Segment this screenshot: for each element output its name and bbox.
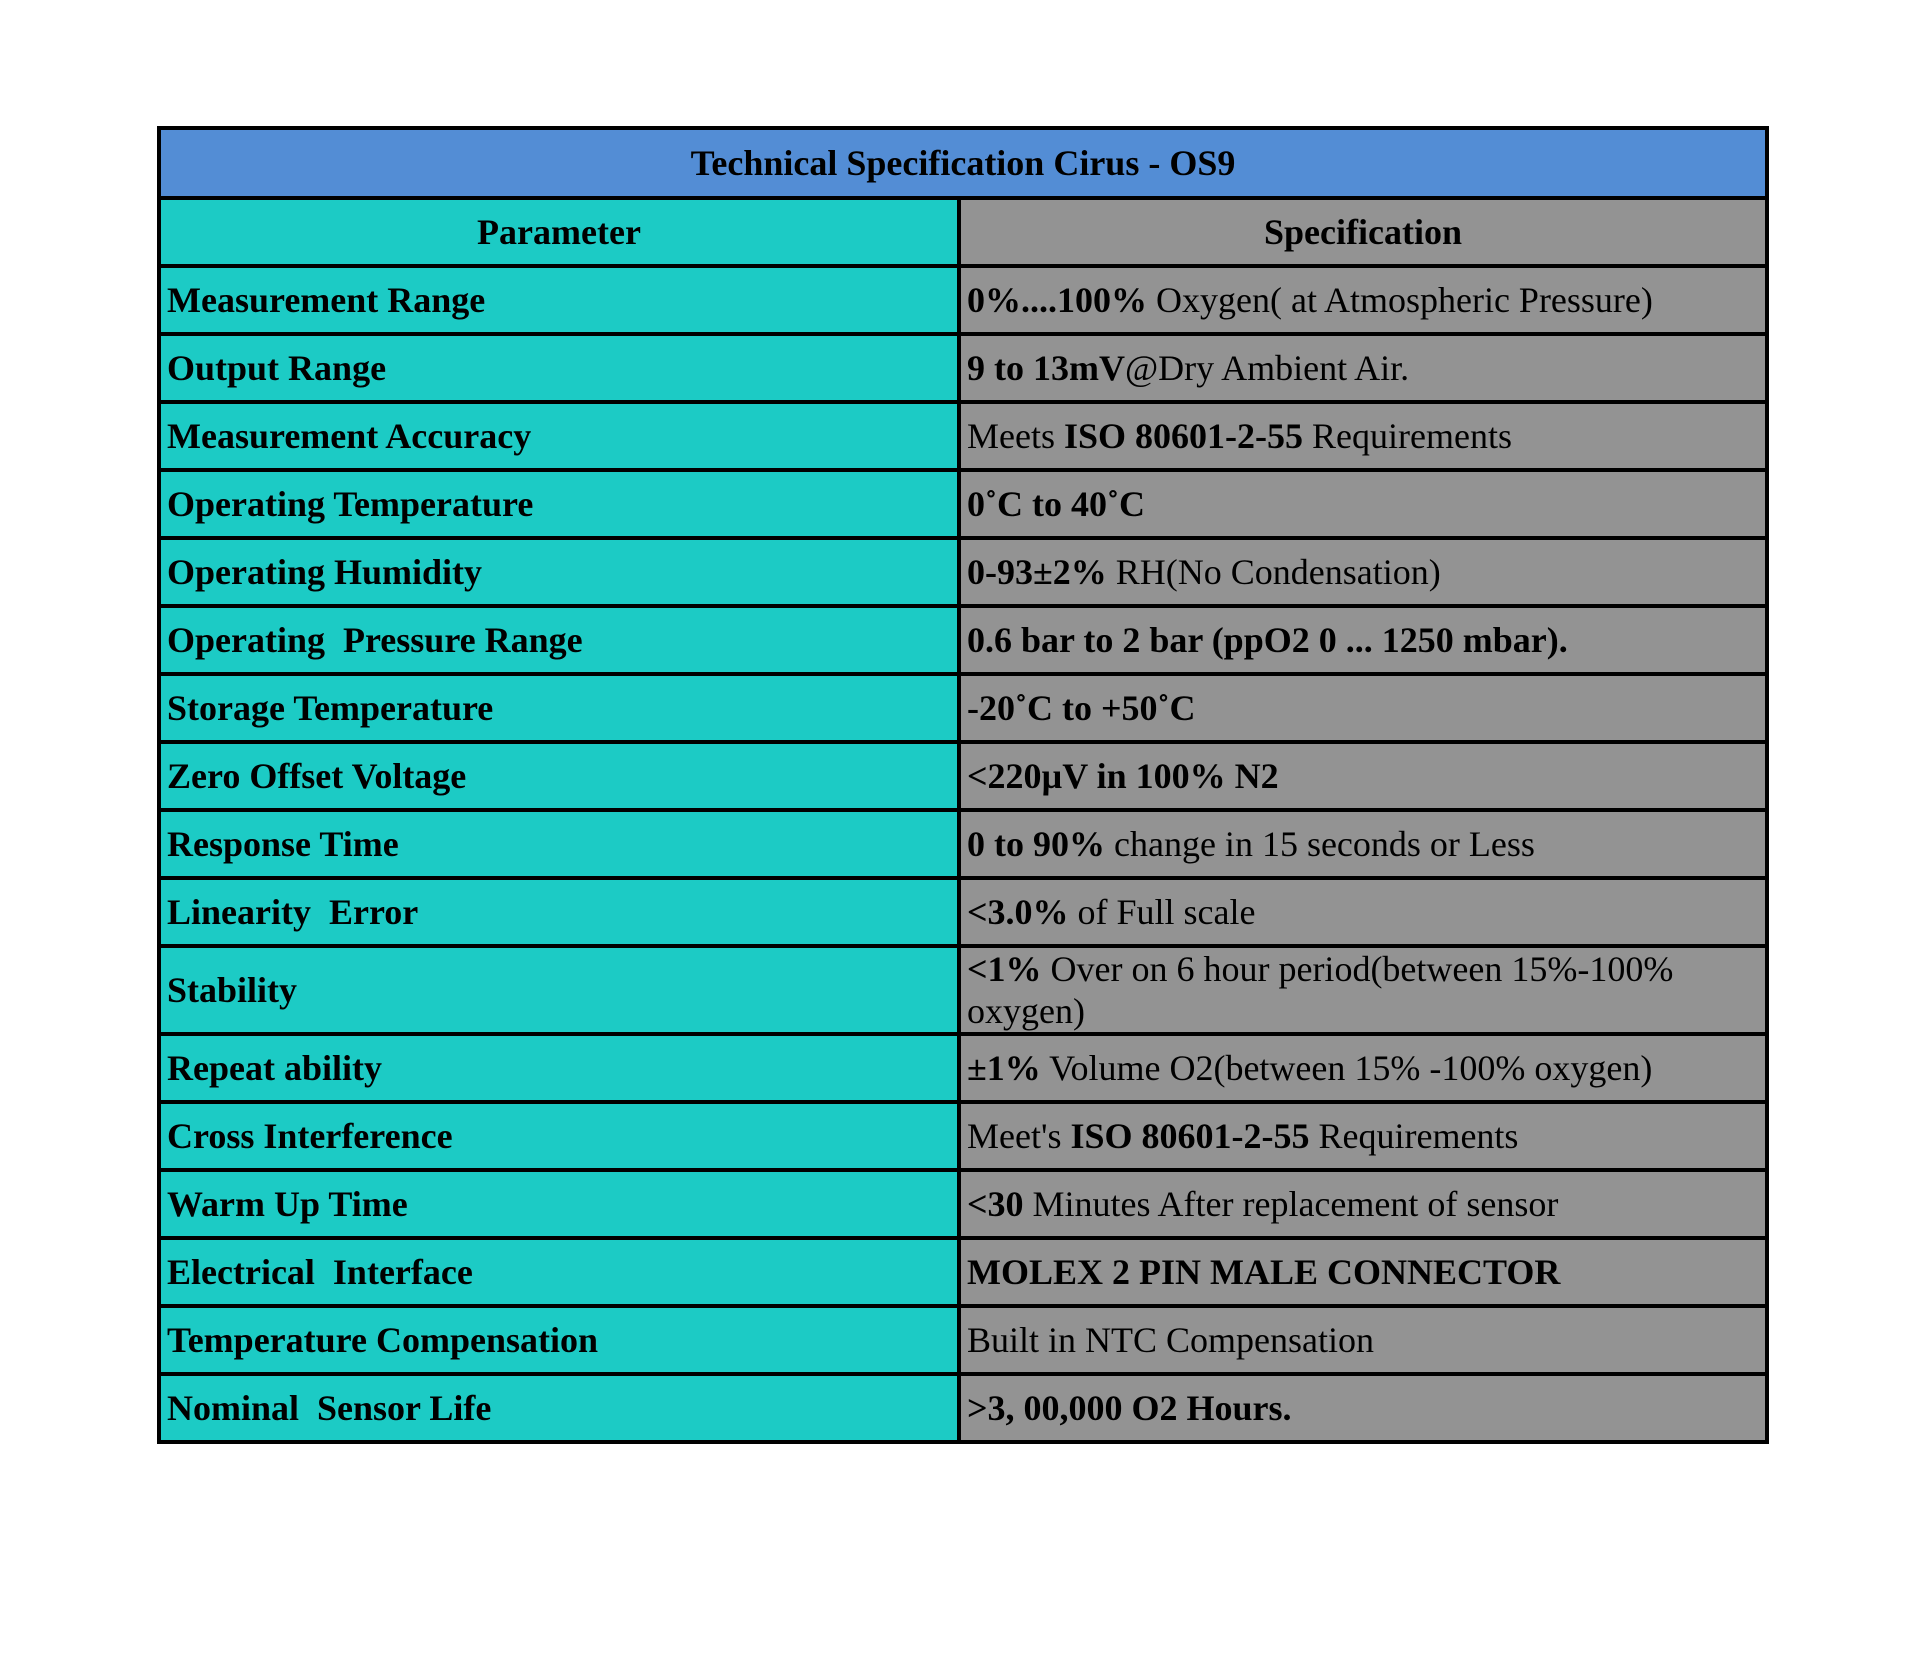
parameter-cell: Zero Offset Voltage [159, 742, 959, 810]
specification-text: RH(No Condensation) [1106, 552, 1441, 592]
specification-cell [959, 470, 1767, 538]
parameter-cell: Storage Temperature [159, 674, 959, 742]
specification-text: Requirements [1309, 1116, 1519, 1156]
parameter-cell: Warm Up Time [159, 1170, 959, 1238]
specification-cell [959, 1374, 1767, 1442]
table-row [159, 1102, 1767, 1170]
specification-text: 0.6 bar to 2 bar (ppO2 0 ... 1250 mbar). [967, 620, 1568, 660]
table-row [159, 878, 1767, 946]
specification-text: Built in NTC Compensation [967, 1320, 1375, 1360]
specification-text: @Dry Ambient Air. [1124, 348, 1410, 388]
specification-text: 0-93±2% [967, 552, 1107, 592]
parameter-cell: Measurement Range [159, 266, 959, 334]
parameter-cell: Cross Interference [159, 1102, 959, 1170]
parameter-cell: Repeat ability [159, 1034, 959, 1102]
table-row [159, 946, 1767, 1034]
specification-cell [959, 1034, 1767, 1102]
specification-text: Volume O2(between 15% -100% oxygen) [1040, 1048, 1653, 1088]
specification-text: Meet's [967, 1116, 1071, 1156]
parameter-cell: Response Time [159, 810, 959, 878]
table-row [159, 1374, 1767, 1442]
specification-cell [959, 742, 1767, 810]
specification-cell [959, 1170, 1767, 1238]
header-row [159, 198, 1767, 266]
header-parameter: Parameter [159, 198, 959, 266]
specification-text: >3, 00,000 O2 Hours. [967, 1388, 1292, 1428]
table-title: Technical Specification Cirus - OS9 [159, 128, 1767, 198]
table-row [159, 606, 1767, 674]
table-row [159, 1170, 1767, 1238]
specification-cell [959, 946, 1767, 1034]
title-row [159, 128, 1767, 198]
parameter-cell: Temperature Compensation [159, 1306, 959, 1374]
table-row [159, 266, 1767, 334]
specification-text: MOLEX 2 PIN MALE CONNECTOR [967, 1252, 1561, 1292]
specification-text: <3.0% [967, 892, 1069, 932]
parameter-cell: Stability [159, 946, 959, 1034]
table-row [159, 1034, 1767, 1102]
parameter-cell: Measurement Accuracy [159, 402, 959, 470]
specification-text: 0˚C to 40˚C [967, 484, 1145, 524]
specification-cell [959, 1102, 1767, 1170]
specification-text: ±1% [967, 1048, 1041, 1088]
specification-cell [959, 1238, 1767, 1306]
specification-text: -20˚C to +50˚C [967, 688, 1196, 728]
specification-cell [959, 1306, 1767, 1374]
table-row [159, 674, 1767, 742]
spec-table [157, 126, 1769, 1444]
specification-text: <220µV in 100% N2 [967, 756, 1279, 796]
specification-text: 9 to 13mV [967, 348, 1125, 388]
parameter-cell: Electrical Interface [159, 1238, 959, 1306]
specification-text: Over on 6 hour period(between 15%-100% oxygen) [967, 949, 1674, 1031]
specification-cell [959, 334, 1767, 402]
parameter-cell: Output Range [159, 334, 959, 402]
table-row [159, 470, 1767, 538]
specification-text: <1% [967, 949, 1042, 989]
table-row [159, 810, 1767, 878]
parameter-cell: Linearity Error [159, 878, 959, 946]
specification-cell [959, 674, 1767, 742]
specification-cell [959, 878, 1767, 946]
specification-text: Requirements [1303, 416, 1512, 456]
specification-cell [959, 538, 1767, 606]
specification-text: 0 to 90% [967, 824, 1105, 864]
specification-cell [959, 266, 1767, 334]
table-row [159, 538, 1767, 606]
specification-cell [959, 606, 1767, 674]
specification-text: of Full scale [1068, 892, 1256, 932]
parameter-cell: Nominal Sensor Life [159, 1374, 959, 1442]
specification-text: 0%....100% [967, 280, 1147, 320]
table-row [159, 1306, 1767, 1374]
specification-text: Minutes After replacement of sensor [1023, 1184, 1559, 1224]
table-row [159, 742, 1767, 810]
specification-cell [959, 402, 1767, 470]
specification-text: Oxygen( at Atmospheric Pressure) [1147, 280, 1653, 320]
parameter-cell: Operating Humidity [159, 538, 959, 606]
header-specification: Specification [959, 198, 1767, 266]
specification-text: <30 [967, 1184, 1024, 1224]
parameter-cell: Operating Temperature [159, 470, 959, 538]
table-row [159, 402, 1767, 470]
specification-cell [959, 810, 1767, 878]
specification-text: ISO 80601-2-55 [1070, 1116, 1310, 1156]
parameter-cell: Operating Pressure Range [159, 606, 959, 674]
table-row [159, 334, 1767, 402]
specification-text: Meets [967, 416, 1064, 456]
spec-table-body [159, 266, 1767, 1442]
specification-text: ISO 80601-2-55 [1063, 416, 1303, 456]
specification-text: change in 15 seconds or Less [1105, 824, 1535, 864]
table-row [159, 1238, 1767, 1306]
